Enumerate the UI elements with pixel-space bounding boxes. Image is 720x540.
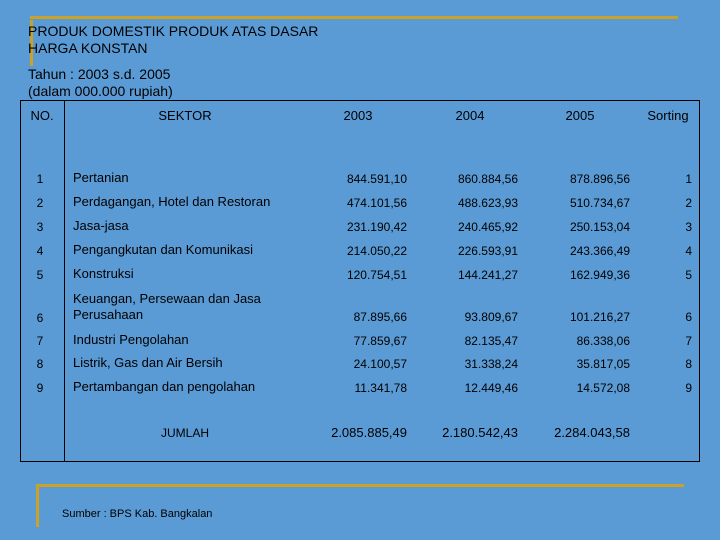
row-value-2005: 243.366,49 (569, 244, 630, 258)
row-value-2005: 35.817,05 (576, 357, 630, 371)
total-value-2003: 2.085.885,49 (331, 425, 407, 440)
bottom-accent-line (36, 484, 684, 487)
row-sektor: Jasa-jasa (73, 218, 129, 233)
bottom-accent-tick (36, 487, 39, 527)
row-value-2005: 101.216,27 (569, 310, 630, 324)
row-sorting: 4 (685, 244, 692, 258)
row-no: 7 (36, 334, 44, 348)
row-value-2004: 82.135,47 (464, 334, 518, 348)
row-value-2003: 231.190,42 (346, 220, 407, 234)
source-note: Sumber : BPS Kab. Bangkalan (62, 508, 213, 520)
row-no: 4 (36, 244, 44, 258)
row-value-2005: 86.338,06 (576, 334, 630, 348)
header-sorting: Sorting (647, 108, 689, 123)
row-sektor: Listrik, Gas dan Air Bersih (73, 355, 223, 370)
row-sorting: 6 (685, 310, 692, 324)
total-value-2004: 2.180.542,43 (442, 425, 518, 440)
header-2003: 2003 (343, 108, 373, 123)
row-sektor: Konstruksi (73, 266, 134, 281)
row-value-2003: 120.754,51 (346, 268, 407, 282)
row-value-2004: 226.593,91 (457, 244, 518, 258)
row-value-2003: 214.050,22 (346, 244, 407, 258)
row-sektor-line-1: Keuangan, Persewaan dan Jasa (73, 291, 261, 306)
row-value-2005: 250.153,04 (569, 220, 630, 234)
row-no: 6 (36, 311, 44, 325)
row-value-2004: 31.338,24 (464, 357, 518, 371)
row-sorting: 1 (685, 172, 692, 186)
row-value-2004: 12.449,46 (464, 381, 518, 395)
subtitle-year-range: Tahun : 2003 s.d. 2005 (28, 66, 171, 82)
row-no: 9 (36, 381, 44, 395)
row-value-2005: 14.572,08 (576, 381, 630, 395)
row-sektor: Pengangkutan dan Komunikasi (73, 242, 253, 257)
row-value-2005: 510.734,67 (569, 196, 630, 210)
row-value-2003: 24.100,57 (353, 357, 407, 371)
row-no: 2 (36, 196, 44, 210)
row-value-2003: 844.591,10 (346, 172, 407, 186)
row-value-2004: 488.623,93 (457, 196, 518, 210)
row-sektor: Pertambangan dan pengolahan (73, 379, 256, 394)
row-value-2004: 240.465,92 (457, 220, 518, 234)
row-sorting: 3 (685, 220, 692, 234)
row-value-2003: 77.859,67 (353, 334, 407, 348)
page-title-line-2: HARGA KONSTAN (28, 40, 148, 56)
row-sorting: 8 (685, 357, 692, 371)
row-sorting: 2 (685, 196, 692, 210)
header-2005: 2005 (565, 108, 595, 123)
row-value-2004: 144.241,27 (457, 268, 518, 282)
row-value-2004: 93.809,67 (464, 310, 518, 324)
row-value-2003: 11.341,78 (354, 381, 407, 395)
row-no: 1 (36, 172, 44, 186)
row-sektor: Pertanian (73, 170, 129, 185)
header-sektor: SEKTOR (158, 108, 212, 123)
header-2004: 2004 (455, 108, 485, 123)
row-sektor: Industri Pengolahan (73, 332, 189, 347)
column-divider (64, 100, 65, 462)
row-sorting: 5 (685, 268, 692, 282)
row-no: 8 (36, 357, 44, 371)
row-sektor-line-2: Perusahaan (73, 307, 144, 322)
row-no: 3 (36, 220, 44, 234)
subtitle-unit: (dalam 000.000 rupiah) (28, 83, 173, 99)
page-title-line-1: PRODUK DOMESTIK PRODUK ATAS DASAR (28, 23, 319, 39)
row-sorting: 9 (685, 381, 692, 395)
row-value-2005: 162.949,36 (569, 268, 630, 282)
row-value-2004: 860.884,56 (457, 172, 518, 186)
row-no: 5 (36, 268, 44, 282)
row-value-2003: 474.101,56 (346, 196, 407, 210)
row-sorting: 7 (685, 334, 692, 348)
row-value-2003: 87.895,66 (353, 310, 407, 324)
row-value-2005: 878.896,56 (569, 172, 630, 186)
total-label: JUMLAH (160, 426, 209, 440)
row-sektor: Perdagangan, Hotel dan Restoran (73, 194, 271, 209)
total-value-2005: 2.284.043,58 (554, 425, 630, 440)
header-no: NO. (30, 108, 54, 123)
top-accent-line (30, 16, 678, 19)
